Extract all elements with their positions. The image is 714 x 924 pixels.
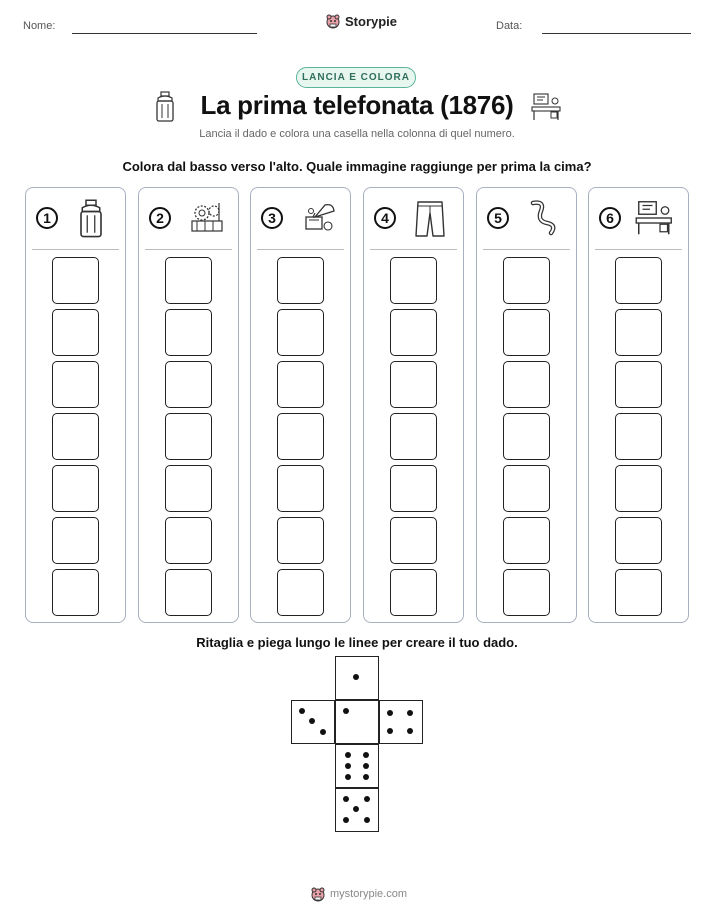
column-divider xyxy=(257,249,344,250)
machine-gears-icon xyxy=(189,199,225,235)
color-cell[interactable] xyxy=(52,517,99,564)
color-cell[interactable] xyxy=(390,361,437,408)
die-face-4[interactable] xyxy=(379,700,423,744)
race-column-6 xyxy=(588,187,689,623)
color-cell[interactable] xyxy=(277,309,324,356)
color-cell[interactable] xyxy=(277,517,324,564)
color-cell[interactable] xyxy=(503,361,550,408)
race-column-1 xyxy=(25,187,126,623)
name-label: Nome: xyxy=(23,20,56,32)
color-cell[interactable] xyxy=(615,361,662,408)
page-subtitle: Lancia il dado e colora una casella nella colonna di quel numero. xyxy=(199,128,515,140)
pip xyxy=(345,763,351,769)
color-cell[interactable] xyxy=(503,309,550,356)
color-cell[interactable] xyxy=(165,361,212,408)
dice-instruction: Ritaglia e piega lungo le linee per creare il tuo dado. xyxy=(196,635,518,650)
workshop-desk-icon xyxy=(531,92,563,122)
color-cell[interactable] xyxy=(165,569,212,616)
footer-url[interactable]: mystorypie.com xyxy=(330,888,408,900)
color-cell[interactable] xyxy=(390,309,437,356)
die-face-1[interactable] xyxy=(335,700,379,744)
pip xyxy=(299,708,305,714)
date-label: Data: xyxy=(496,20,523,32)
column-number: 6 xyxy=(599,207,621,229)
column-divider xyxy=(595,249,682,250)
color-cell[interactable] xyxy=(277,465,324,512)
column-number: 2 xyxy=(149,207,171,229)
trousers-icon xyxy=(414,199,446,239)
pip xyxy=(343,796,349,802)
column-divider xyxy=(370,249,457,250)
color-cell[interactable] xyxy=(615,309,662,356)
color-cell[interactable] xyxy=(165,309,212,356)
pip xyxy=(363,763,369,769)
brand-logo xyxy=(325,13,397,29)
color-cell[interactable] xyxy=(165,413,212,460)
color-cell[interactable] xyxy=(615,517,662,564)
color-cell[interactable] xyxy=(52,309,99,356)
column-number: 1 xyxy=(36,207,58,229)
columns-instruction: Colora dal basso verso l'alto. Quale immagine raggiunge per prima la cima? xyxy=(122,159,592,174)
color-cell[interactable] xyxy=(390,517,437,564)
color-cell[interactable] xyxy=(390,569,437,616)
column-divider xyxy=(32,249,119,250)
date-line[interactable] xyxy=(542,33,691,34)
pip xyxy=(364,817,370,823)
pip xyxy=(363,752,369,758)
color-cell[interactable] xyxy=(52,465,99,512)
pip xyxy=(353,674,359,680)
color-cell[interactable] xyxy=(165,465,212,512)
color-cell[interactable] xyxy=(165,517,212,564)
die-face-3[interactable] xyxy=(291,700,335,744)
race-column-5 xyxy=(476,187,577,623)
pip xyxy=(320,729,326,735)
brand-name: Storypie xyxy=(345,13,398,29)
die-face-5[interactable] xyxy=(335,788,379,832)
workshop-desk-icon xyxy=(635,199,675,237)
color-cell[interactable] xyxy=(277,361,324,408)
race-column-3 xyxy=(250,187,351,623)
column-number: 4 xyxy=(374,207,396,229)
footer xyxy=(310,886,407,902)
color-cell[interactable] xyxy=(503,517,550,564)
color-cell[interactable] xyxy=(615,465,662,512)
color-cell[interactable] xyxy=(277,257,324,304)
pip xyxy=(343,817,349,823)
color-cell[interactable] xyxy=(277,413,324,460)
battery-jar-icon xyxy=(76,199,106,239)
pip xyxy=(387,728,393,734)
color-cell[interactable] xyxy=(503,569,550,616)
pip xyxy=(363,774,369,780)
pip xyxy=(345,752,351,758)
column-divider xyxy=(483,249,570,250)
pip xyxy=(407,710,413,716)
color-cell[interactable] xyxy=(52,413,99,460)
activity-badge: LANCIA E COLORA xyxy=(296,67,416,88)
color-cell[interactable] xyxy=(503,465,550,512)
page-title: La prima telefonata (1876) xyxy=(200,90,514,120)
storypie-mascot-icon xyxy=(325,13,341,29)
column-number: 3 xyxy=(261,207,283,229)
storypie-mascot-icon xyxy=(310,886,326,902)
name-line[interactable] xyxy=(72,33,257,34)
color-cell[interactable] xyxy=(52,257,99,304)
column-number: 5 xyxy=(487,207,509,229)
color-cell[interactable] xyxy=(615,413,662,460)
pip xyxy=(309,718,315,724)
color-cell[interactable] xyxy=(390,465,437,512)
pip xyxy=(343,708,349,714)
pip xyxy=(364,796,370,802)
die-face-1[interactable] xyxy=(335,656,379,700)
color-cell[interactable] xyxy=(615,257,662,304)
pip xyxy=(387,710,393,716)
color-cell[interactable] xyxy=(277,569,324,616)
color-cell[interactable] xyxy=(52,361,99,408)
pip xyxy=(353,806,359,812)
die-face-6[interactable] xyxy=(335,744,379,788)
column-divider xyxy=(145,249,232,250)
color-cell[interactable] xyxy=(503,257,550,304)
wire-icon xyxy=(527,199,559,237)
race-column-2 xyxy=(138,187,239,623)
color-cell[interactable] xyxy=(165,257,212,304)
battery-jar-icon xyxy=(154,91,176,123)
race-column-4 xyxy=(363,187,464,623)
gramophone-icon xyxy=(301,199,337,235)
pip xyxy=(407,728,413,734)
color-cell[interactable] xyxy=(503,413,550,460)
color-cell[interactable] xyxy=(615,569,662,616)
color-cell[interactable] xyxy=(390,257,437,304)
pip xyxy=(345,774,351,780)
color-cell[interactable] xyxy=(390,413,437,460)
color-cell[interactable] xyxy=(52,569,99,616)
